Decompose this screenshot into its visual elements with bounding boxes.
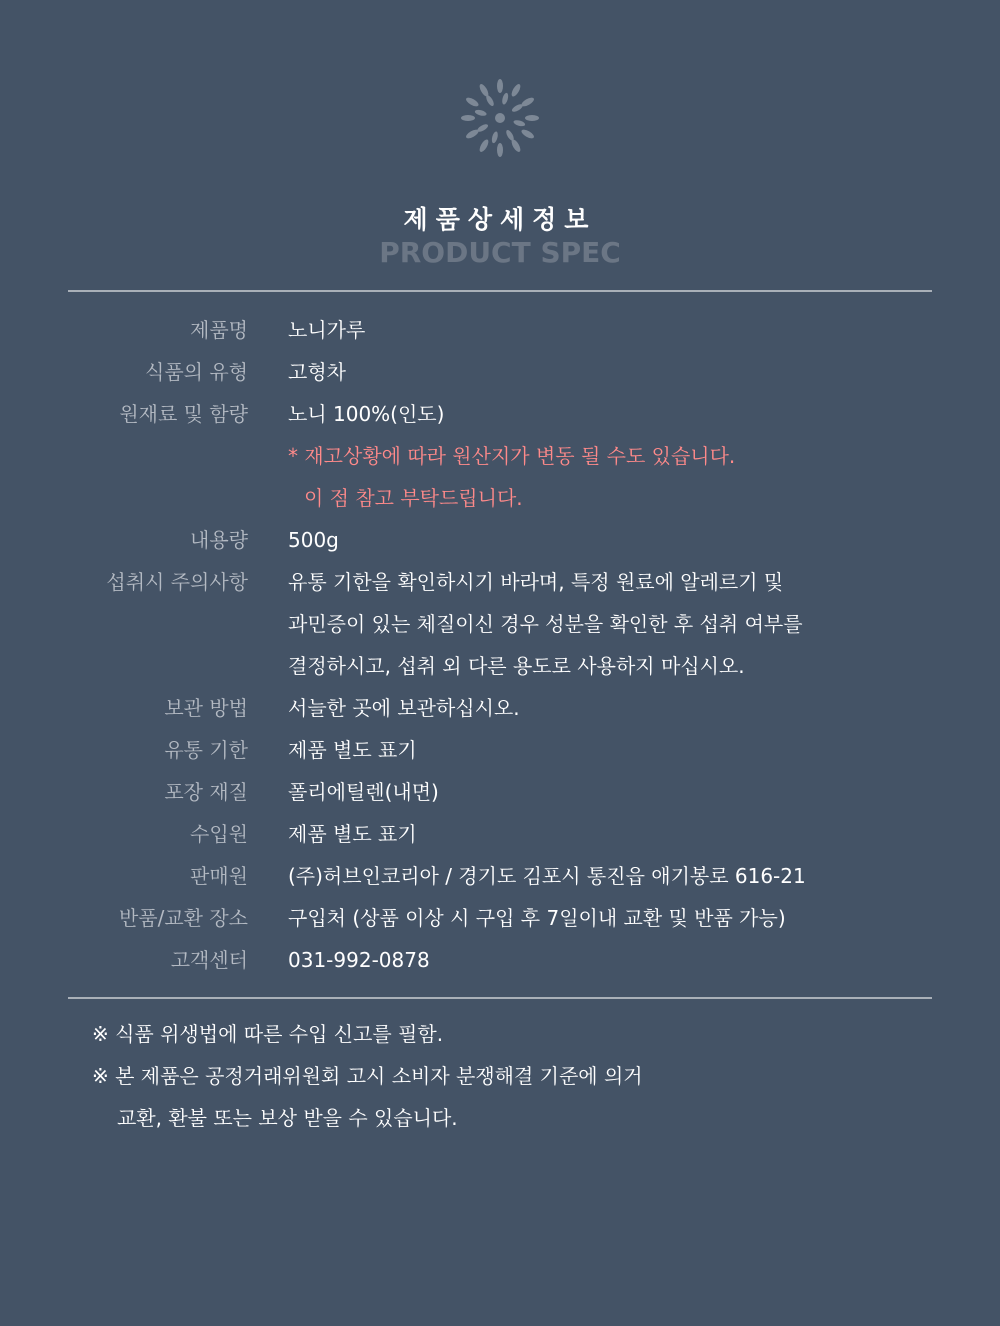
spec-value-line: 과민증이 있는 체질이신 경우 성분을 확인한 후 섭취 여부를 (288, 612, 803, 636)
spec-value-line: 결정하시고, 섭취 외 다른 용도로 사용하지 마십시오. (288, 654, 745, 678)
bottom-divider (68, 997, 932, 999)
spec-value-line: (주)허브인코리아 / 경기도 김포시 통진읍 애기봉로 616-21 (288, 864, 806, 888)
spec-value-line: 노니 100%(인도) (288, 402, 445, 426)
footer-note: ※ 식품 위생법에 따른 수입 신고를 필함. (92, 1022, 444, 1046)
spec-value-line: 유통 기한을 확인하시기 바라며, 특정 원료에 알레르기 및 (288, 570, 784, 594)
spec-value (288, 561, 1000, 687)
spec-row-ingredients (0, 393, 1000, 435)
spec-label: 고객센터 (170, 948, 248, 972)
spec-row-customer-center (0, 939, 1000, 981)
phone-number: 031-992-0878 (288, 948, 430, 972)
page-title: 제품상세정보 (403, 205, 597, 234)
spec-row-precautions (0, 561, 1000, 687)
spec-value (288, 687, 1000, 729)
spec-row-expiry (0, 729, 1000, 771)
spec-value-line: 구입처 (상품 이상 시 구입 후 7일이내 교환 및 반품 가능) (288, 906, 786, 930)
spec-label: 내용량 (190, 528, 248, 552)
spec-value (288, 813, 1000, 855)
leaf-wreath-icon (460, 78, 540, 158)
spec-label: 섭취시 주의사항 (106, 570, 248, 594)
notice-line: 이 점 참고 부탁드립니다. (304, 486, 523, 510)
spec-label: 반품/교환 장소 (118, 906, 248, 930)
spec-row-origin-note (0, 435, 1000, 519)
spec-value (288, 939, 1000, 981)
spec-value-line: 노니가루 (288, 318, 366, 342)
spec-label: 판매원 (190, 864, 248, 888)
spec-row-storage (0, 687, 1000, 729)
spec-label: 제품명 (190, 318, 248, 342)
page-subtitle: PRODUCT SPEC (379, 236, 621, 269)
spec-value-line: 서늘한 곳에 보관하십시오. (288, 696, 520, 720)
spec-label: 보관 방법 (164, 696, 248, 720)
spec-value-line: 폴리에틸렌(내면) (288, 780, 439, 804)
top-divider (68, 290, 932, 292)
spec-value (288, 855, 1000, 897)
spec-row-seller (0, 855, 1000, 897)
spec-value-line: 제품 별도 표기 (288, 822, 417, 846)
spec-row-returns (0, 897, 1000, 939)
spec-label: 유통 기한 (164, 738, 248, 762)
spec-table (0, 309, 1000, 981)
spec-label: 포장 재질 (164, 780, 248, 804)
spec-label: 식품의 유형 (145, 360, 248, 384)
footer-note: ※ 본 제품은 공정거래위원회 고시 소비자 분쟁해결 기준에 의거 (92, 1064, 643, 1088)
spec-row-volume (0, 519, 1000, 561)
spec-value-line: 고형차 (288, 360, 346, 384)
spec-row-importer (0, 813, 1000, 855)
spec-value (288, 309, 1000, 351)
origin-notice (288, 435, 1000, 519)
spec-row-product-name (0, 309, 1000, 351)
spec-value-line: 500g (288, 528, 339, 552)
spec-value (288, 729, 1000, 771)
spec-value (288, 393, 1000, 435)
spec-row-packaging (0, 771, 1000, 813)
footer-notes (92, 1013, 643, 1139)
spec-value (288, 897, 1000, 939)
spec-value (288, 351, 1000, 393)
spec-value (288, 771, 1000, 813)
spec-label: 원재료 및 함량 (119, 402, 248, 426)
footer-note: 교환, 환불 또는 보상 받을 수 있습니다. (117, 1106, 458, 1130)
spec-value-line: 제품 별도 표기 (288, 738, 417, 762)
spec-value (288, 519, 1000, 561)
spec-label: 수입원 (190, 822, 248, 846)
spec-row-food-type (0, 351, 1000, 393)
notice-line: * 재고상황에 따라 원산지가 변동 될 수도 있습니다. (288, 444, 736, 468)
